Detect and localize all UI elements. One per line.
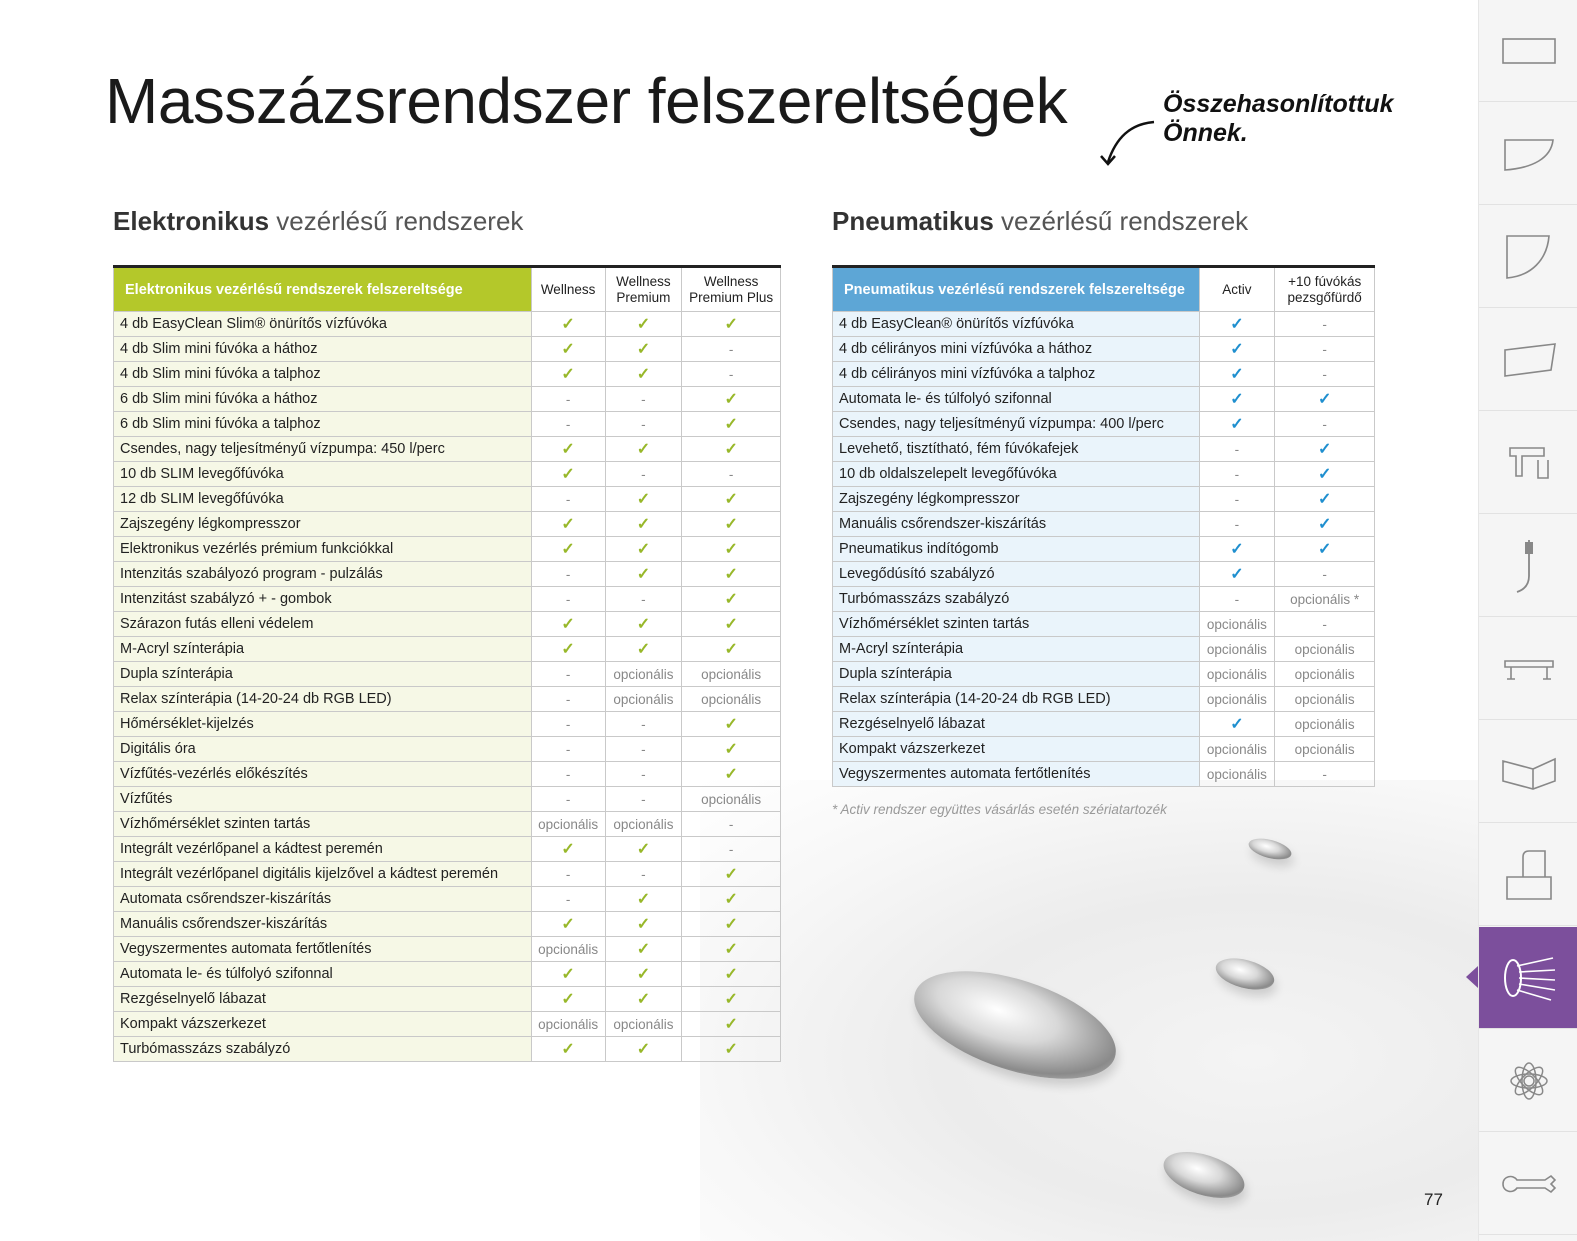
check-icon: ✓	[1275, 487, 1375, 512]
check-icon: ✓	[682, 387, 781, 412]
feature-name: Levegődúsító szabályzó	[833, 562, 1200, 587]
check-icon: ✓	[531, 637, 605, 662]
feature-name: Dupla színterápia	[114, 662, 532, 687]
check-icon: ✓	[605, 537, 682, 562]
feature-value: -	[1199, 512, 1275, 537]
feature-value: opcionális	[605, 687, 682, 712]
feature-value: -	[682, 337, 781, 362]
feature-name: Turbómasszázs szabályzó	[833, 587, 1200, 612]
table-row	[833, 587, 1375, 612]
table-row	[833, 437, 1375, 462]
check-icon: ✓	[605, 437, 682, 462]
table-row	[833, 637, 1375, 662]
feature-value: -	[531, 487, 605, 512]
feature-value: opcionális	[1275, 637, 1375, 662]
check-icon: ✓	[682, 312, 781, 337]
feature-value: -	[605, 862, 682, 887]
feature-name: 4 db EasyClean® önürítős vízfúvóka	[833, 312, 1200, 337]
feature-name: Intenzitást szabályzó + - gombok	[114, 587, 532, 612]
feature-name: Zajszegény légkompresszor	[833, 487, 1200, 512]
check-icon: ✓	[605, 637, 682, 662]
feature-value: -	[605, 787, 682, 812]
feature-value: -	[682, 362, 781, 387]
check-icon: ✓	[1275, 387, 1375, 412]
column-header: Wellness	[531, 267, 605, 312]
check-icon: ✓	[605, 912, 682, 937]
feature-value: -	[1199, 437, 1275, 462]
check-icon: ✓	[531, 512, 605, 537]
check-icon: ✓	[1199, 712, 1275, 737]
table-row	[833, 687, 1375, 712]
feature-value: opcionális	[682, 687, 781, 712]
table-row	[114, 687, 781, 712]
feature-value: -	[531, 387, 605, 412]
feature-name: Csendes, nagy teljesítményű vízpumpa: 450 l/perc	[114, 437, 532, 462]
feature-value: -	[531, 712, 605, 737]
table-row	[833, 487, 1375, 512]
corner-tub-icon	[1499, 230, 1559, 284]
feature-value: -	[531, 587, 605, 612]
check-icon: ✓	[531, 462, 605, 487]
feature-name: Hőmérséklet-kijelzés	[114, 712, 532, 737]
table-row	[833, 762, 1375, 787]
feature-value: -	[1275, 312, 1375, 337]
feature-name: Rezgéselnyelő lábazat	[114, 987, 532, 1012]
check-icon: ✓	[682, 537, 781, 562]
heading-bold: Pneumatikus	[832, 206, 994, 236]
heading-rest: vezérlésű rendszerek	[993, 206, 1249, 236]
feature-name: Vegyszermentes automata fertőtlenítés	[114, 937, 532, 962]
sidebar-item-tub-panels[interactable]	[1479, 721, 1577, 823]
feature-value: -	[605, 387, 682, 412]
feature-name: 4 db célirányos mini vízfúvóka a talphoz	[833, 362, 1200, 387]
feature-value: -	[531, 787, 605, 812]
feature-name: Szárazon futás elleni védelem	[114, 612, 532, 637]
feature-value: opcionális	[605, 662, 682, 687]
check-icon: ✓	[682, 1012, 781, 1037]
feature-value: opcionális	[605, 812, 682, 837]
category-sidebar	[1478, 0, 1577, 1241]
water-drop	[901, 950, 1129, 1100]
feature-value: -	[1199, 587, 1275, 612]
table-row	[114, 337, 781, 362]
sidebar-item-asymmetric-tubs[interactable]	[1479, 103, 1577, 205]
feature-name: Rezgéselnyelő lábazat	[833, 712, 1200, 737]
table-row	[114, 812, 781, 837]
check-icon: ✓	[605, 937, 682, 962]
feature-name: 6 db Slim mini fúvóka a talphoz	[114, 412, 532, 437]
pneumatic-comparison-table	[832, 265, 1375, 787]
table-row	[114, 962, 781, 987]
feature-name: Relax színterápia (14-20-24 db RGB LED)	[114, 687, 532, 712]
check-icon: ✓	[682, 1037, 781, 1062]
check-icon: ✓	[605, 312, 682, 337]
heading-rest: vezérlésű rendszerek	[269, 206, 524, 236]
table-row	[114, 1012, 781, 1037]
feature-name: Vízhőmérséklet szinten tartás	[833, 612, 1200, 637]
active-item-pointer	[1466, 966, 1478, 988]
table-row	[833, 612, 1375, 637]
table-row	[114, 987, 781, 1012]
feature-value: -	[1199, 487, 1275, 512]
feature-name: M-Acryl színterápia	[833, 637, 1200, 662]
feature-name: M-Acryl színterápia	[114, 637, 532, 662]
feature-value: -	[1199, 462, 1275, 487]
feature-value: opcionális	[1199, 637, 1275, 662]
feature-value: -	[531, 562, 605, 587]
check-icon: ✓	[682, 862, 781, 887]
check-icon: ✓	[605, 1037, 682, 1062]
column-header: +10 fúvókás pezsgőfürdő	[1275, 267, 1375, 312]
check-icon: ✓	[531, 912, 605, 937]
feature-value: opcionális	[531, 937, 605, 962]
feature-name: Levehető, tisztítható, fém fúvókafejek	[833, 437, 1200, 462]
wrench-icon	[1499, 1166, 1559, 1202]
check-icon: ✓	[605, 487, 682, 512]
table-row	[114, 737, 781, 762]
footnote: * Activ rendszer együttes vásárlás esetén szériatartozék	[832, 802, 1167, 817]
check-icon: ✓	[682, 612, 781, 637]
table-body	[114, 312, 781, 1062]
feature-name: Automata le- és túlfolyó szifonnal	[833, 387, 1200, 412]
sidebar-item-corner-tubs[interactable]	[1479, 206, 1577, 308]
sidebar-item-massage-systems[interactable]	[1479, 927, 1577, 1029]
table-row	[833, 562, 1375, 587]
table-row	[114, 912, 781, 937]
curved-arrow-icon	[1098, 116, 1158, 170]
sidebar-item-tub-frames[interactable]	[1479, 618, 1577, 720]
table-row	[833, 737, 1375, 762]
table-row	[114, 387, 781, 412]
feature-value: opcionális	[1275, 712, 1375, 737]
sidebar-item-faucets[interactable]	[1479, 412, 1577, 514]
check-icon: ✓	[1275, 462, 1375, 487]
check-icon: ✓	[682, 912, 781, 937]
table-row	[833, 462, 1375, 487]
feature-name: 4 db célirányos mini vízfúvóka a háthoz	[833, 337, 1200, 362]
page-number: 77	[1424, 1190, 1443, 1209]
check-icon: ✓	[1275, 512, 1375, 537]
check-icon: ✓	[1199, 562, 1275, 587]
feature-name: 12 db SLIM levegőfúvóka	[114, 487, 532, 512]
feature-value: -	[531, 887, 605, 912]
check-icon: ✓	[531, 1037, 605, 1062]
feature-value: -	[1275, 412, 1375, 437]
sidebar-item-showers[interactable]	[1479, 515, 1577, 617]
check-icon: ✓	[605, 612, 682, 637]
table-row	[833, 362, 1375, 387]
table-row	[114, 937, 781, 962]
feature-name: 4 db Slim mini fúvóka a talphoz	[114, 362, 532, 387]
heading-bold: Elektronikus	[113, 206, 270, 236]
feature-name: Pneumatikus indítógomb	[833, 537, 1200, 562]
sidebar-item-bath-screens[interactable]	[1479, 824, 1577, 926]
feature-name: 4 db EasyClean Slim® önürítős vízfúvóka	[114, 312, 532, 337]
feature-value: -	[605, 412, 682, 437]
table-row	[114, 412, 781, 437]
table-row	[114, 712, 781, 737]
feature-name: Relax színterápia (14-20-24 db RGB LED)	[833, 687, 1200, 712]
sidebar-item-freestanding-tubs[interactable]	[1479, 309, 1577, 411]
table-row	[114, 662, 781, 687]
feature-value: opcionális	[682, 662, 781, 687]
table-row	[114, 637, 781, 662]
sidebar-item-rectangular-tubs[interactable]	[1479, 0, 1577, 102]
sidebar-item-service[interactable]	[1479, 1133, 1577, 1235]
table-row	[114, 887, 781, 912]
feature-name: Vízhőmérséklet szinten tartás	[114, 812, 532, 837]
page-title: Masszázsrendszer felszereltségek	[105, 65, 1068, 137]
column-header: Wellness Premium Plus	[682, 267, 781, 312]
massage-system-icon	[1499, 950, 1559, 1006]
check-icon: ✓	[605, 562, 682, 587]
check-icon: ✓	[1199, 337, 1275, 362]
rectangular-tub-icon	[1499, 31, 1559, 71]
callout-line: Összehasonlítottuk	[1163, 90, 1394, 118]
feature-name: Zajszegény légkompresszor	[114, 512, 532, 537]
check-icon: ✓	[1275, 437, 1375, 462]
check-icon: ✓	[682, 487, 781, 512]
check-icon: ✓	[605, 337, 682, 362]
check-icon: ✓	[682, 937, 781, 962]
feature-name: Vegyszermentes automata fertőtlenítés	[833, 762, 1200, 787]
feature-name: Turbómasszázs szabályzó	[114, 1037, 532, 1062]
tub-panel-icon	[1499, 749, 1559, 795]
check-icon: ✓	[682, 562, 781, 587]
feature-value: opcionális	[531, 1012, 605, 1037]
check-icon: ✓	[1199, 362, 1275, 387]
feature-value: -	[682, 812, 781, 837]
feature-name: Csendes, nagy teljesítményű vízpumpa: 400 l/perc	[833, 412, 1200, 437]
table-row	[114, 537, 781, 562]
table-row	[833, 512, 1375, 537]
callout-line: Önnek.	[1163, 119, 1248, 147]
check-icon: ✓	[682, 712, 781, 737]
feature-value: -	[1275, 337, 1375, 362]
background-photo	[700, 780, 1490, 1241]
feature-value: -	[682, 462, 781, 487]
table-row	[114, 862, 781, 887]
pneumatic-heading	[832, 206, 1248, 237]
sidebar-item-wellness[interactable]	[1479, 1030, 1577, 1132]
check-icon: ✓	[531, 987, 605, 1012]
feature-value: -	[1275, 612, 1375, 637]
feature-value: opcionális	[1275, 662, 1375, 687]
table-row	[114, 787, 781, 812]
table-row	[114, 762, 781, 787]
feature-value: -	[605, 737, 682, 762]
feature-value: -	[605, 462, 682, 487]
feature-name: Digitális óra	[114, 737, 532, 762]
check-icon: ✓	[605, 362, 682, 387]
feature-name: 10 db SLIM levegőfúvóka	[114, 462, 532, 487]
table-row	[833, 312, 1375, 337]
water-drop	[1158, 1143, 1250, 1207]
table-header: Pneumatikus vezérlésű rendszerek felszereltsége	[833, 267, 1200, 312]
check-icon: ✓	[682, 887, 781, 912]
feature-value: -	[1275, 562, 1375, 587]
check-icon: ✓	[682, 637, 781, 662]
electronic-heading	[113, 206, 523, 237]
feature-value: -	[605, 712, 682, 737]
table-header: Elektronikus vezérlésű rendszerek felszereltsége	[114, 267, 532, 312]
check-icon: ✓	[531, 362, 605, 387]
callout-text	[1163, 90, 1394, 148]
asymmetric-tub-icon	[1499, 132, 1559, 176]
check-icon: ✓	[682, 587, 781, 612]
check-icon: ✓	[682, 412, 781, 437]
feature-name: Intenzitás szabályozó program - pulzálás	[114, 562, 532, 587]
check-icon: ✓	[1199, 537, 1275, 562]
feature-name: Vízfűtés-vezérlés előkészítés	[114, 762, 532, 787]
table-row	[833, 412, 1375, 437]
check-icon: ✓	[531, 837, 605, 862]
feature-value: opcionális	[1199, 662, 1275, 687]
check-icon: ✓	[682, 437, 781, 462]
feature-name: Manuális csőrendszer-kiszárítás	[833, 512, 1200, 537]
feature-value: -	[531, 687, 605, 712]
feature-value: opcionális	[682, 787, 781, 812]
check-icon: ✓	[605, 887, 682, 912]
feature-value: -	[1275, 362, 1375, 387]
feature-name: Integrált vezérlőpanel digitális kijelzővel a kádtest peremén	[114, 862, 532, 887]
check-icon: ✓	[605, 512, 682, 537]
shower-icon	[1509, 536, 1549, 596]
table-row	[114, 487, 781, 512]
table-row	[114, 437, 781, 462]
feature-name: 10 db oldalszelepelt levegőfúvóka	[833, 462, 1200, 487]
feature-name: Elektronikus vezérlés prémium funkciókkal	[114, 537, 532, 562]
bath-screen-icon	[1501, 845, 1557, 905]
feature-name: 4 db Slim mini fúvóka a háthoz	[114, 337, 532, 362]
feature-value: -	[531, 737, 605, 762]
check-icon: ✓	[531, 437, 605, 462]
check-icon: ✓	[682, 512, 781, 537]
water-drop	[1212, 953, 1277, 996]
check-icon: ✓	[531, 537, 605, 562]
check-icon: ✓	[531, 337, 605, 362]
check-icon: ✓	[1199, 312, 1275, 337]
check-icon: ✓	[682, 762, 781, 787]
table-row	[114, 512, 781, 537]
feature-value: -	[682, 837, 781, 862]
water-drop	[1246, 835, 1293, 864]
table-row	[114, 612, 781, 637]
table-row	[833, 537, 1375, 562]
feature-value: -	[605, 587, 682, 612]
feature-name: Integrált vezérlőpanel a kádtest peremén	[114, 837, 532, 862]
check-icon: ✓	[531, 312, 605, 337]
feature-name: Automata le- és túlfolyó szifonnal	[114, 962, 532, 987]
feature-value: opcionális *	[1275, 587, 1375, 612]
feature-value: -	[531, 762, 605, 787]
feature-name: 6 db Slim mini fúvóka a háthoz	[114, 387, 532, 412]
feature-value: opcionális	[1199, 737, 1275, 762]
electronic-comparison-table	[113, 265, 781, 1062]
table-row	[114, 562, 781, 587]
feature-name: Vízfűtés	[114, 787, 532, 812]
feature-value: -	[1275, 762, 1375, 787]
table-row	[114, 587, 781, 612]
check-icon: ✓	[682, 737, 781, 762]
check-icon: ✓	[682, 987, 781, 1012]
table-row	[833, 712, 1375, 737]
feature-value: opcionális	[1275, 737, 1375, 762]
tub-frame-icon	[1501, 649, 1557, 689]
check-icon: ✓	[1275, 537, 1375, 562]
table-row	[114, 462, 781, 487]
table-body	[833, 312, 1375, 787]
check-icon: ✓	[531, 612, 605, 637]
check-icon: ✓	[605, 962, 682, 987]
table-row	[114, 312, 781, 337]
table-row	[833, 387, 1375, 412]
feature-value: opcionális	[531, 812, 605, 837]
table-row	[114, 1037, 781, 1062]
feature-name: Automata csőrendszer-kiszárítás	[114, 887, 532, 912]
table-row	[833, 662, 1375, 687]
feature-value: opcionális	[1199, 612, 1275, 637]
feature-value: opcionális	[1275, 687, 1375, 712]
check-icon: ✓	[682, 962, 781, 987]
feature-value: -	[531, 662, 605, 687]
feature-value: opcionális	[605, 1012, 682, 1037]
check-icon: ✓	[1199, 387, 1275, 412]
check-icon: ✓	[605, 987, 682, 1012]
check-icon: ✓	[605, 837, 682, 862]
table-row	[114, 362, 781, 387]
column-header: Wellness Premium	[605, 267, 682, 312]
faucet-icon	[1504, 438, 1554, 488]
column-header: Activ	[1199, 267, 1275, 312]
feature-value: -	[531, 862, 605, 887]
feature-value: -	[531, 412, 605, 437]
check-icon: ✓	[531, 962, 605, 987]
table-row	[114, 837, 781, 862]
check-icon: ✓	[1199, 412, 1275, 437]
table-row	[833, 337, 1375, 362]
flower-icon	[1501, 1053, 1557, 1109]
feature-name: Dupla színterápia	[833, 662, 1200, 687]
feature-name: Kompakt vázszerkezet	[114, 1012, 532, 1037]
feature-value: opcionális	[1199, 762, 1275, 787]
feature-name: Kompakt vázszerkezet	[833, 737, 1200, 762]
freestanding-tub-icon	[1499, 338, 1559, 382]
feature-value: -	[605, 762, 682, 787]
feature-name: Manuális csőrendszer-kiszárítás	[114, 912, 532, 937]
feature-value: opcionális	[1199, 687, 1275, 712]
